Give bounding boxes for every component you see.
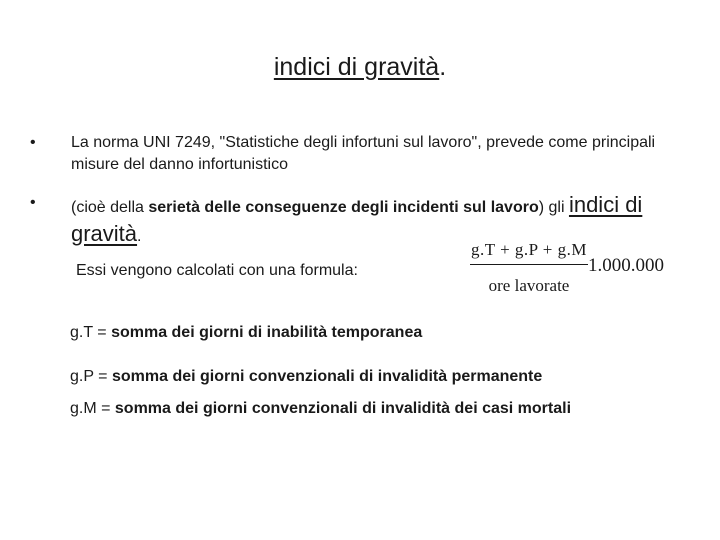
bullet-2-suffix: .: [137, 228, 142, 245]
bullet-text-1: La norma UNI 7249, "Statistiche degli infortuni sul lavoro", prevede come principali misure del danno infortunistico: [71, 134, 656, 173]
bullet-2-prefix: (cioè della: [71, 199, 149, 216]
definition-gt: [70, 322, 422, 344]
slide-title-text: indici di gravità: [273, 53, 440, 81]
slide-title: [0, 50, 720, 84]
bullet-2-bold: serietà delle conseguenze degli incidenti sul lavoro: [148, 199, 539, 216]
definition-term: g.P =: [70, 368, 112, 385]
slide-title-suffix: .: [439, 53, 447, 81]
definition-term: g.T =: [70, 324, 112, 341]
bullet-2-middle: ) gli: [538, 199, 569, 216]
formula-numerator: g.T + g.P + g.M: [471, 240, 587, 259]
formula-denominator: ore lavorate: [488, 276, 570, 295]
definition-text: somma dei giorni di inabilità temporanea: [111, 324, 423, 341]
definition-gm: [70, 398, 571, 420]
bullet-icon: •: [30, 134, 36, 151]
bullet-2-emphasis: indici di gravità: [71, 192, 643, 246]
definition-term: g.M =: [70, 400, 115, 417]
bullet-icon: •: [30, 194, 36, 211]
definition-text: somma dei giorni convenzionali di invalidità permanente: [111, 368, 543, 385]
formula-intro: Essi vengono calcolati con una formula:: [76, 262, 358, 279]
formula-fraction-line: [470, 264, 588, 265]
formula-multiplier: 1.000.000: [588, 255, 664, 276]
definition-gp: [70, 366, 542, 388]
formula: [470, 240, 670, 302]
definition-text: somma dei giorni convenzionali di invalidità dei casi mortali: [114, 400, 572, 417]
